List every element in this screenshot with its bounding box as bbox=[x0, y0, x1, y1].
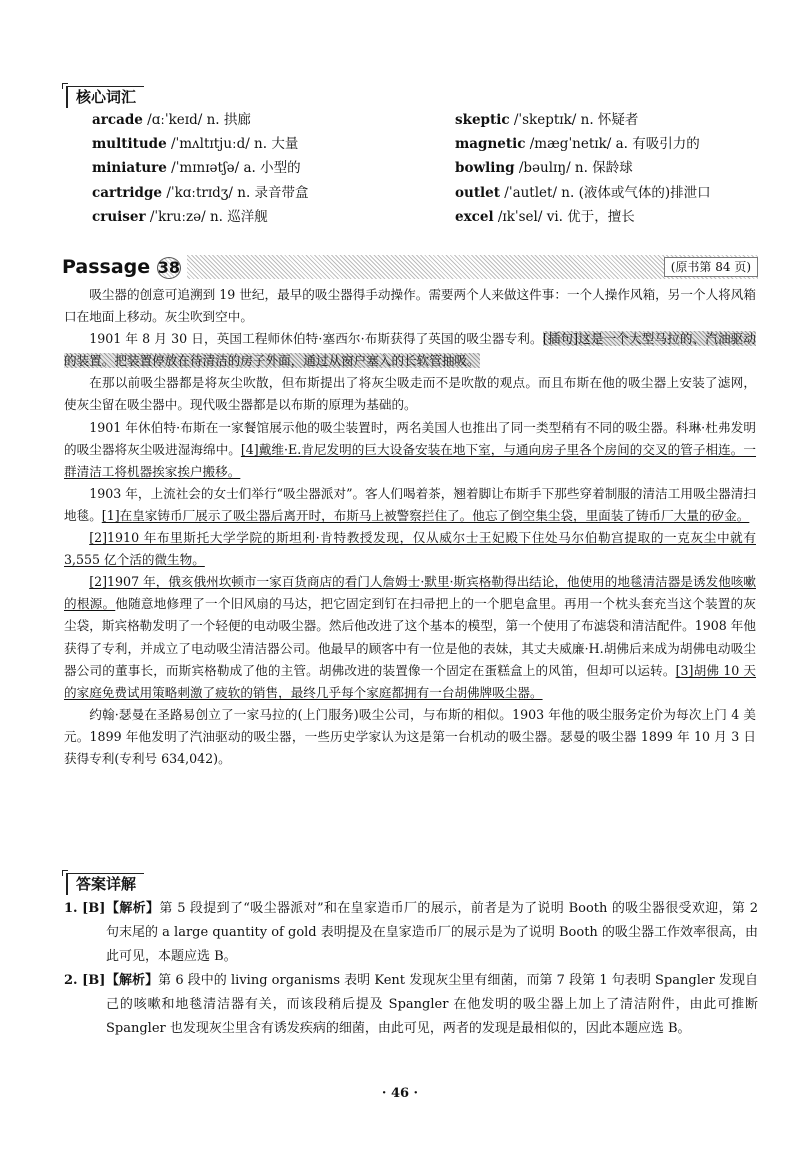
answers-section-label: 答案详解 bbox=[66, 873, 144, 895]
paragraph bbox=[64, 704, 756, 770]
answer-item bbox=[64, 897, 758, 969]
passage-number: 38 bbox=[157, 258, 181, 277]
vocab-item bbox=[455, 132, 711, 156]
vocab-definition: /ˈkruːzə/ n. 巡洋舰 bbox=[145, 208, 268, 225]
paragraph-text: 他随意地修理了一个旧风扇的马达，把它固定到钉在扫帚把上的一个肥皂盒里。再用一个枕头套充当这个装置的灰尘袋，斯宾格勒发明了一个轻便的电动吸尘器。然后他改进了这个基本的模型，第一个使用了布滤袋和清洁配件。1908 年他获得了专利，并成立了电动吸尘清洁器公司。他最早的顾客中有一位是他的表妹，其丈夫威廉·H.胡佛后来成为胡佛电动吸尘器公司的董事长，而斯宾格勒成了他的主管。胡佛改进的装置像一个固定在蛋糕盒上的风笛，但却可以运转。 bbox=[64, 596, 757, 678]
vocab-definition: /ɑːˈkeɪd/ n. 拱廊 bbox=[142, 112, 251, 128]
answer-tag: 【解析】 bbox=[106, 973, 159, 988]
paragraph bbox=[64, 527, 756, 571]
underlined-sentence: [4]戴维·E.肯尼发明的巨大设备安装在地下室，与通向房子里各个房间的交叉的管子相连。一群清洁工将机器挨家挨户搬移。 bbox=[64, 441, 757, 479]
paragraph bbox=[64, 372, 756, 416]
paragraph-text: 1901 年 8 月 30 日，英国工程师休伯特·塞西尔·布斯获得了英国的吸尘器专利。 bbox=[89, 331, 543, 347]
vocab-word: cartridge bbox=[92, 184, 163, 201]
vocab-word: bowling bbox=[455, 160, 515, 177]
answers-list bbox=[64, 897, 758, 1041]
vocab-item bbox=[92, 205, 309, 229]
answer-text: 第 5 段提到了“吸尘器派对”和在皇家造币厂的展示，前者是为了说明 Booth 的吸尘器很受欢迎，第 2 句末尾的 a large quantity of gold 表明提及在皇家造币厂的展示是为了说明 Booth 的吸尘器工作效率很高，由此可见，本题应选 B。 bbox=[106, 901, 758, 964]
vocab-word: miniature bbox=[92, 160, 167, 177]
vocab-section-label: 核心词汇 bbox=[66, 86, 144, 108]
vocab-definition: /bəulɪŋ/ n. 保龄球 bbox=[514, 160, 633, 177]
vocab-definition: /ˈmʌltɪtjuːd/ n. 大量 bbox=[166, 136, 299, 153]
vocab-item bbox=[92, 156, 309, 180]
vocab-word: arcade bbox=[92, 112, 143, 128]
passage-body bbox=[64, 284, 756, 770]
passage-header bbox=[62, 255, 758, 279]
vocab-word: cruiser bbox=[92, 208, 146, 225]
answer-item bbox=[64, 969, 758, 1041]
paragraph bbox=[64, 571, 756, 704]
passage-title bbox=[62, 255, 187, 279]
paragraph bbox=[64, 483, 756, 527]
underlined-sentence: [3]胡佛 10 天的家庭免费试用策略刺激了疲软的销售，最终几乎每个家庭都拥有一台胡佛牌吸尘器。 bbox=[64, 662, 757, 700]
paragraph-text: 约翰·瑟曼在圣路易创立了一家马拉的(上门服务)吸尘公司，与布斯的相似。1903 年他的吸尘服务定价为每次上门 4 美元。1899 年他发明了汽油驱动的吸尘器，一些历史学家认为这是第一台机动的吸尘器。瑟曼的吸尘器 1899 年 10 月 3 日获得专利(专利号 634,042)。 bbox=[64, 706, 756, 766]
answer-tag: 【解析】 bbox=[106, 901, 160, 916]
vocab-word: outlet bbox=[455, 184, 501, 201]
paragraph bbox=[64, 417, 756, 483]
vocab-definition: /mægˈnetɪk/ a. 有吸引力的 bbox=[525, 136, 700, 153]
highlighted-sentence: [插句]这是一个大型马拉的、汽油驱动的装置。把装置停放在待清洁的房子外面，通过从窗户塞入的长软管抽吸。 bbox=[64, 331, 756, 369]
vocab-item bbox=[92, 181, 309, 205]
paragraph bbox=[64, 328, 756, 372]
vocab-definition: /ˈkɑːtrɪdʒ/ n. 录音带盒 bbox=[162, 184, 309, 201]
underlined-sentence: [2]1907 年，俄亥俄州坎顿市一家百货商店的看门人詹姆士·默里·斯宾格勒得出结论，他使用的地毯清洁器是诱发他咳嗽的根源。 bbox=[64, 574, 756, 612]
vocab-item bbox=[455, 108, 711, 132]
paragraph-text: 1903 年，上流社会的女士们举行“吸尘器派对”。客人们喝着茶，翘着脚让布斯手下那些穿着制服的清洁工用吸尘器清扫地毯。 bbox=[64, 485, 756, 523]
page-number: · 46 · bbox=[381, 1086, 419, 1101]
vocab-definition: /ˈskeptɪk/ n. 怀疑者 bbox=[509, 112, 639, 128]
vocab-definition: /ˈautlet/ n. (液体或气体的)排泄口 bbox=[500, 184, 711, 201]
vocab-item bbox=[455, 205, 711, 229]
passage-title-text: Passage bbox=[62, 256, 151, 278]
paragraph-text: 1901 年休伯特·布斯在一家餐馆展示他的吸尘装置时，两名美国人也推出了同一类型稍有不同的吸尘器。科琳·杜弗发明的吸尘器将灰尘吸进湿海绵中。 bbox=[64, 419, 756, 457]
vocab-definition: /ˈmɪnɪətʃə/ a. 小型的 bbox=[166, 160, 301, 177]
answer-number: 2. [B] bbox=[64, 973, 106, 988]
page-reference: (原书第 84 页) bbox=[664, 257, 758, 277]
vocab-word: magnetic bbox=[455, 136, 526, 153]
vocab-item bbox=[92, 108, 309, 132]
paragraph-text: 吸尘器的创意可追溯到 19 世纪，最早的吸尘器得手动操作。需要两个人来做这件事：一个人操作风箱，另一个人将风箱口在地面上移动。灰尘吹到空中。 bbox=[64, 287, 756, 325]
answer-text: 第 6 段中的 living organisms 表明 Kent 发现灰尘里有细菌，而第 7 段第 1 句表明 Spangler 发现自己的咳嗽和地毯清洁器有关，而该段稍后提及 Spangler 在他发明的吸尘器上加上了清洁附件，由此可推断 Spangler 也发现灰尘里含有诱发疾病的细菌，由此可见，两者的发现是最相似的，因此本题应选 B。 bbox=[106, 973, 758, 1036]
answer-number: 1. [B] bbox=[64, 901, 106, 916]
underlined-sentence: [2]1910 年布里斯托大学学院的斯坦利·肯特教授发现，仅从威尔士王妃殿下住处马尔伯勒宫提取的一克灰尘中就有 3,555 亿个活的微生物。 bbox=[64, 530, 756, 568]
paragraph-text: 在那以前吸尘器都是将灰尘吹散，但布斯提出了将灰尘吸走而不是吹散的观点。而且布斯在他的吸尘器上安装了滤网，使灰尘留在吸尘器中。现代吸尘器都是以布斯的原理为基础的。 bbox=[64, 375, 756, 413]
vocab-list-left bbox=[92, 108, 309, 229]
paragraph bbox=[64, 284, 756, 328]
vocab-word: excel bbox=[455, 208, 494, 225]
vocab-item bbox=[455, 156, 711, 180]
vocab-word: multitude bbox=[92, 136, 167, 153]
vocab-list-right bbox=[455, 108, 711, 229]
vocab-item bbox=[455, 181, 711, 205]
vocab-word: skeptic bbox=[455, 112, 510, 128]
underlined-sentence: [1]在皇家铸币厂展示了吸尘器后离开时，布斯马上被警察拦住了。他忘了倒空集尘袋，里面装了铸币厂大量的矽金。 bbox=[101, 507, 750, 523]
vocab-item bbox=[92, 132, 309, 156]
vocab-definition: /ɪkˈsel/ vi. 优于，擅长 bbox=[493, 208, 635, 225]
